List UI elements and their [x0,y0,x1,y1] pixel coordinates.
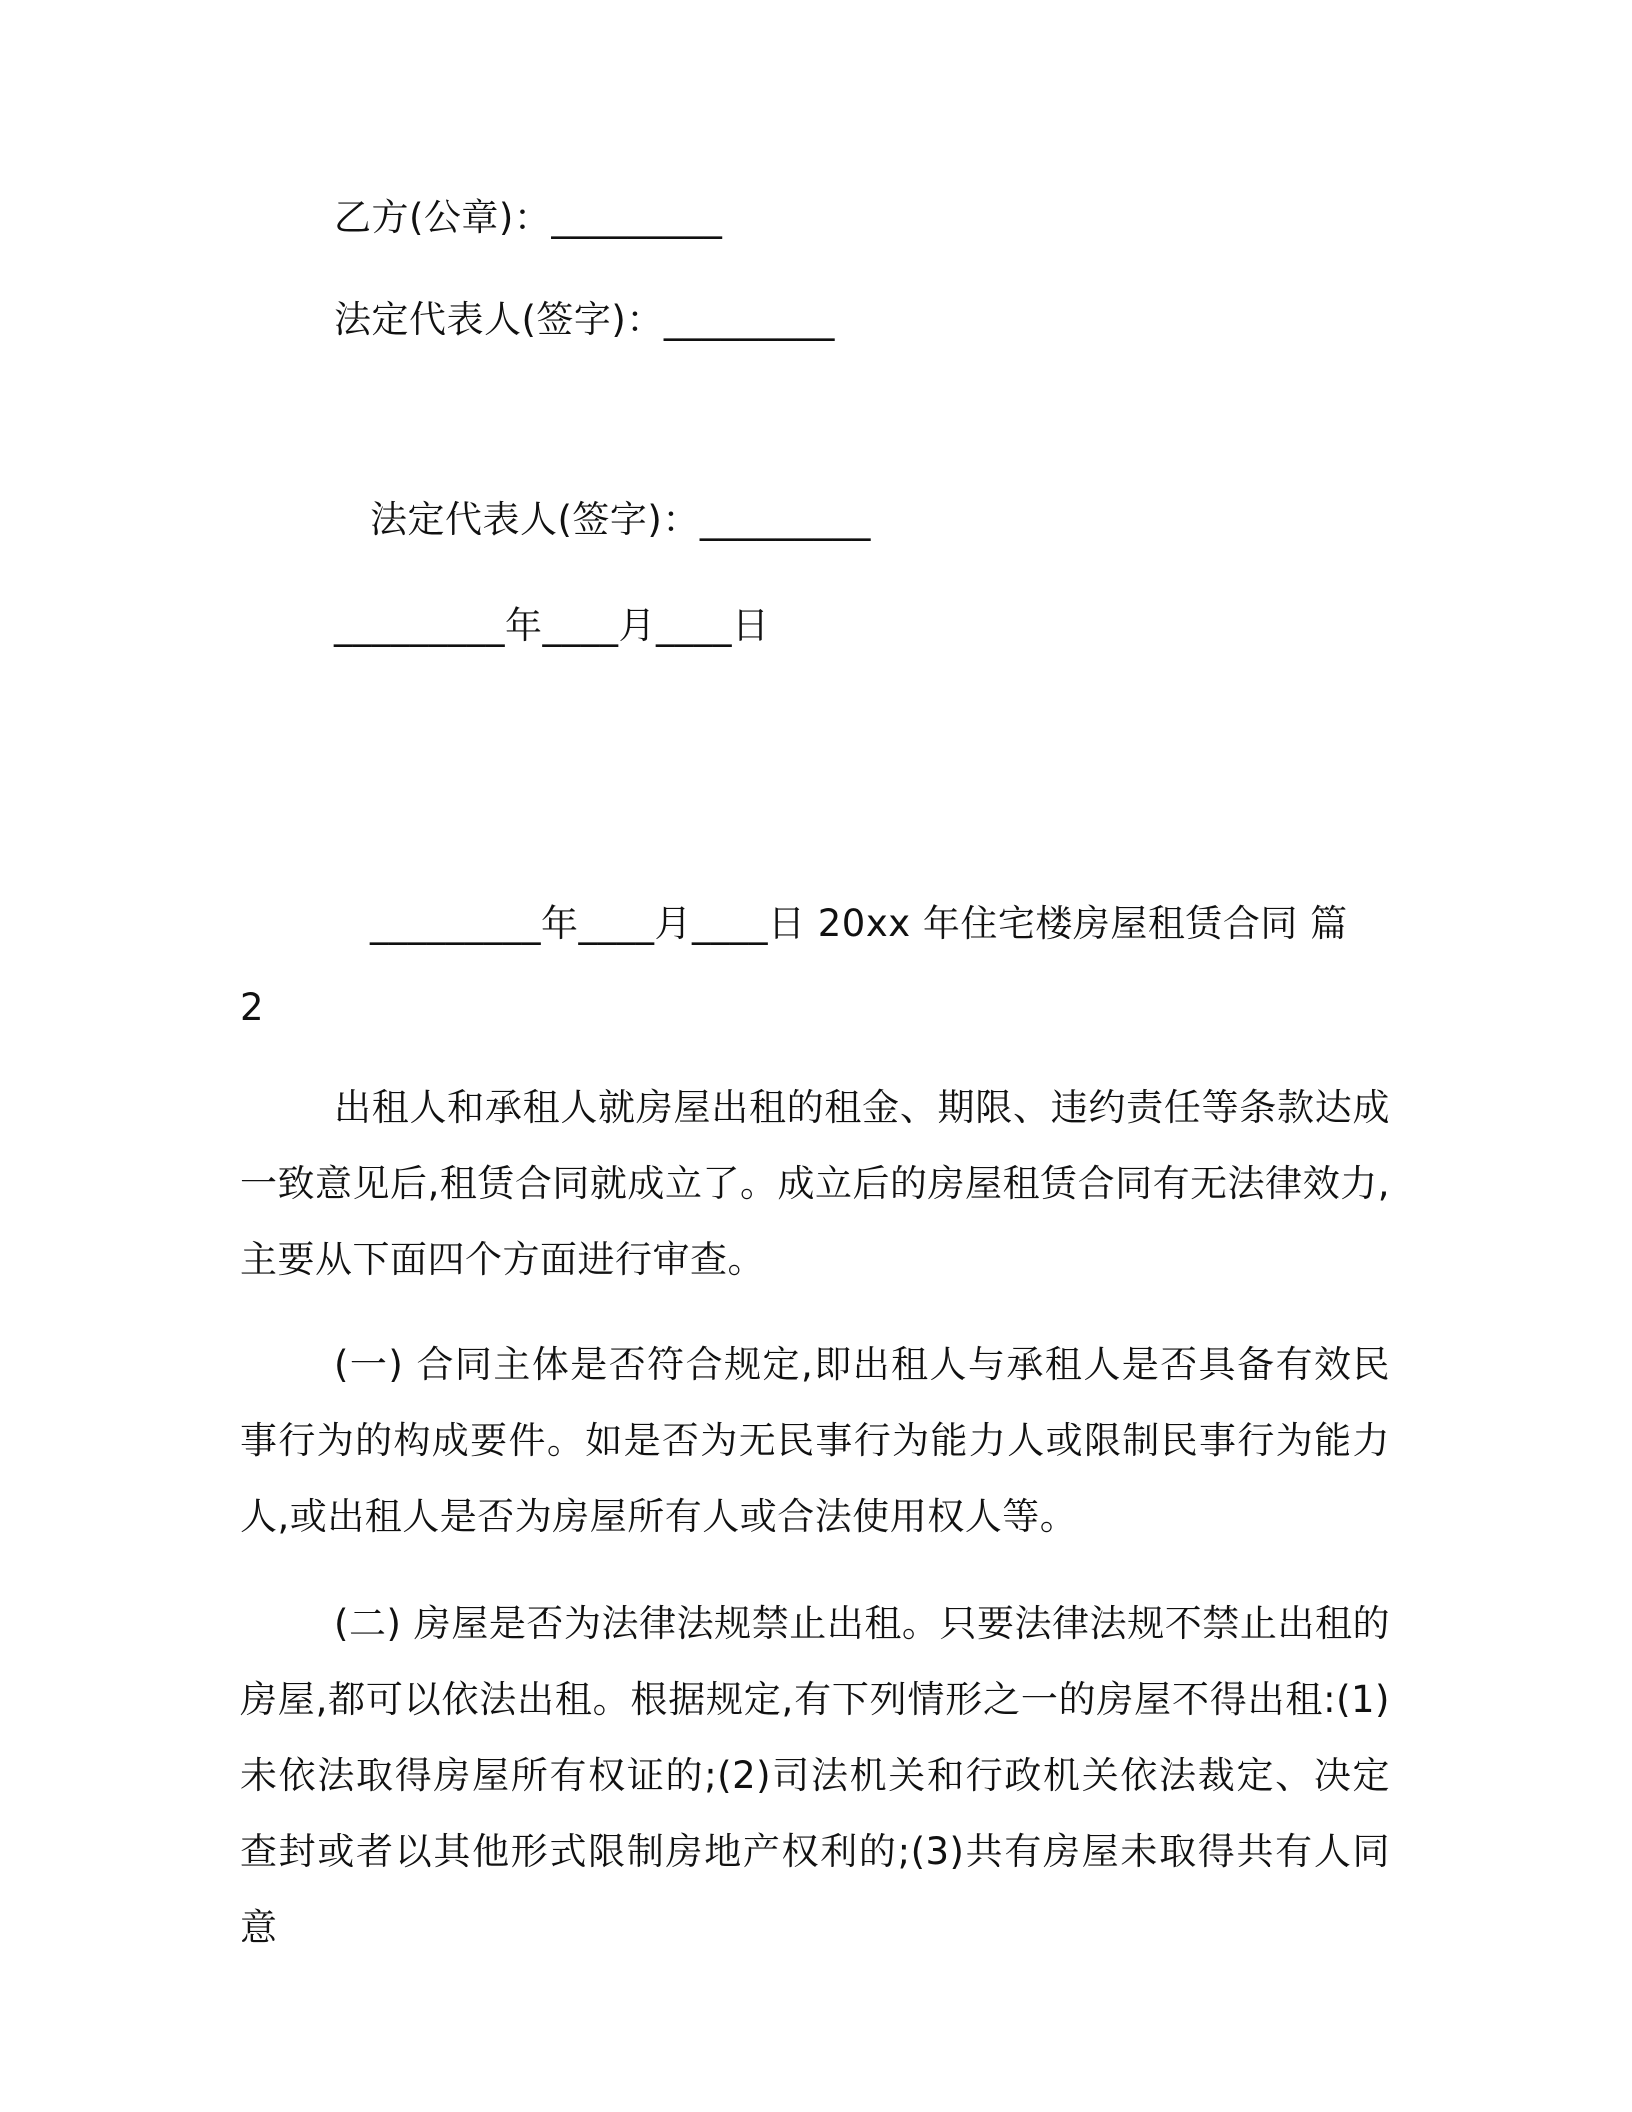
body-paragraph: 出租人和承租人就房屋出租的租金、期限、违约责任等条款达成一致意见后,租赁合同就成立了。成立后的房屋租赁合同有无法律效力,主要从下面四个方面进行审查。 [240,1086,1390,1281]
party-b-seal-line: 乙方(公章)：_________ [334,196,723,239]
body-paragraph: (二) 房屋是否为法律法规禁止出租。只要法律法规不禁止出租的房屋,都可以依法出租。根据规定,有下列情形之一的房屋不得出租:(1)未依法取得房屋所有权证的;(2)司法机关和行政机关依法裁定、决定查封或者以其他形式限制房地产权利的;(3)共有房屋未取得共有人同意 [240,1602,1390,1949]
date-line: _________年____月____日 [334,604,770,647]
section-heading-continued: 2 [240,986,265,1029]
legal-rep-signature-line-2: 法定代表人(签字)：_________ [370,498,871,541]
legal-rep-signature-line: 法定代表人(签字)：_________ [334,298,835,341]
section-heading: _________年____月____日 20xx 年住宅楼房屋租赁合同 篇 [370,902,1348,945]
body-paragraph: (一) 合同主体是否符合规定,即出租人与承租人是否具备有效民事行为的构成要件。如是否为无民事行为能力人或限制民事行为能力人,或出租人是否为房屋所有人或合法使用权人等。 [240,1343,1390,1538]
